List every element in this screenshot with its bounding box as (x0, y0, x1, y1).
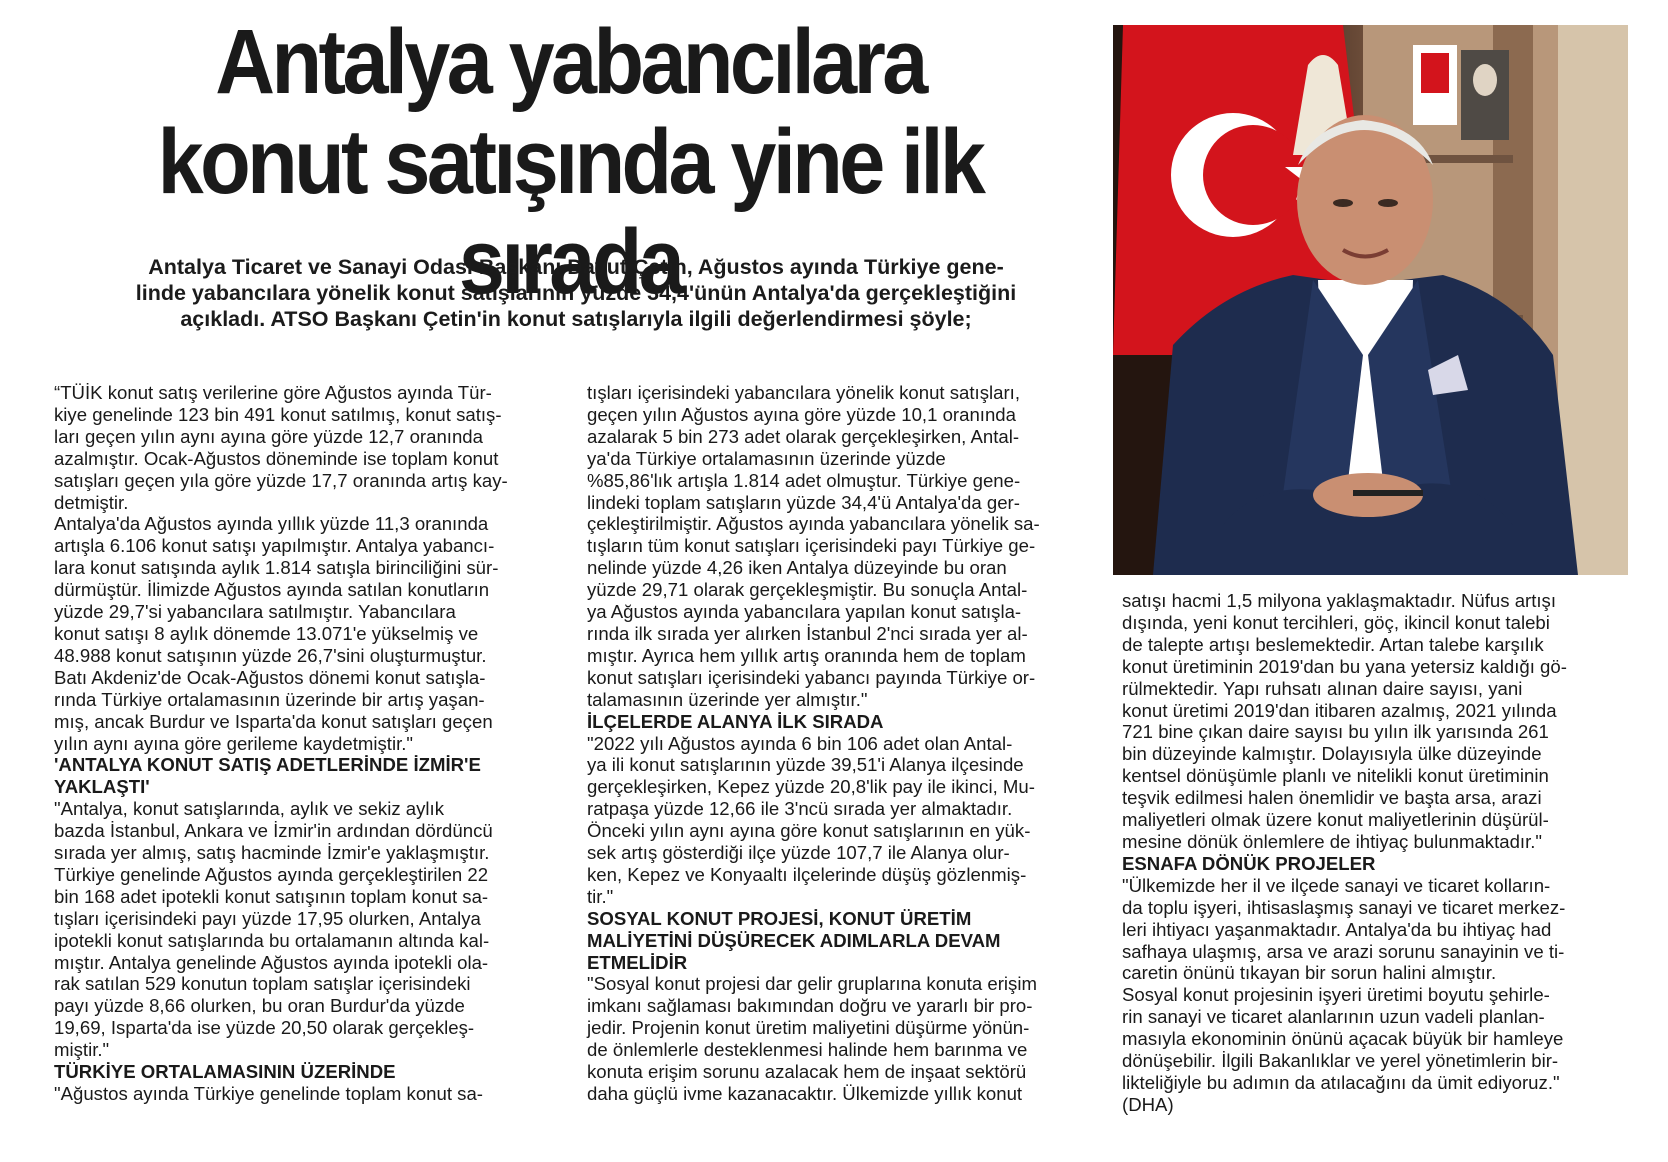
section-heading: TÜRKİYE ORTALAMASININ ÜZERİNDE (54, 1061, 396, 1083)
text-line: mesine dönük önlemlere de ihtiyaç bulunmaktadır." (1122, 830, 1543, 852)
text-line: maliyetleri olmak üzere konut maliyetlerinin düşürül- (1122, 809, 1549, 831)
text-line: ya'da Türkiye ortalamasının üzerinde yüzde (587, 447, 946, 469)
lead-paragraph (50, 254, 1102, 332)
text-line: azalarak 5 bin 273 adet olarak gerçekleşirken, Antal- (587, 425, 1020, 447)
text-line: bin düzeyinde kalmıştır. Dolayısıyla ülke düzeyinde (1122, 743, 1542, 765)
lead-line: Antalya Ticaret ve Sanayi Odası Başkanı Davut Çetin, Ağustos ayında Türkiye gene- (148, 255, 1004, 279)
text-line: bin 168 adet ipotekli konut satışının toplam konut sa- (54, 885, 489, 907)
text-line: de talepte artışı beslemektedir. Artan talebe karşılık (1122, 633, 1544, 655)
section-heading: ESNAFA DÖNÜK PROJELER (1122, 852, 1376, 874)
text-line: imkanı sağlaması bakımından doğru ve yararlı bir pro- (587, 995, 1033, 1017)
text-line: tışların tüm konut satışları içerisindeki payı Türkiye ge- (587, 535, 1036, 557)
text-line: nelinde yüzde 4,26 iken Antalya düzeyinde bu oran (587, 557, 1007, 579)
text-line: 48.988 konut satışının yüzde 26,7'sini oluşturmuştur. (54, 644, 487, 666)
text-line: daha güçlü ivme kazanacaktır. Ülkemizde yıllık konut (587, 1083, 1023, 1104)
lead-line: açıkladı. ATSO Başkanı Çetin'in konut satışlarıyla ilgili değerlendirmesi şöyle; (180, 307, 972, 331)
text-line: detmiştir. (54, 491, 129, 513)
text-line: gerçekleşirken, Kepez yüzde 20,8'lik pay ile ikinci, Mu- (587, 776, 1035, 798)
text-line: tışları içerisindeki yabancılara yönelik konut satışları, (587, 382, 1021, 403)
text-line: konut satışları içerisindeki yabancı payında Türkiye or- (587, 666, 1036, 688)
text-line: ya Ağustos ayında yabancılara yapılan konut satışla- (587, 601, 1022, 623)
article-column-3 (1122, 590, 1632, 1116)
text-line: rin sanayi ve ticaret alanlarının uzun vadeli planlan- (1122, 1006, 1545, 1028)
text-line: artışla 6.106 konut satışı yapılmıştır. Antalya yabancı- (54, 535, 495, 557)
text-line: yüzde 29,71 olarak gerçekleşmiştir. Bu sonuçla Antal- (587, 579, 1028, 601)
text-line: "Ülkemizde her il ve ilçede sanayi ve ticaret kolların- (1122, 874, 1551, 896)
text-line: ratpaşa yüzde 12,66 ile 3'ncü sırada yer almaktadır. (587, 798, 1013, 820)
section-heading: MALİYETİNİ DÜŞÜRECEK ADIMLARLA DEVAM (587, 929, 1001, 951)
text-line: "Sosyal konut projesi dar gelir gruplarına konuta erişim (587, 973, 1037, 995)
portrait-photo (1113, 25, 1628, 575)
text-line: rında ilk sırada yer alırken İstanbul 2'nci sırada yer al- (587, 622, 1028, 644)
text-line: mıştır. Antalya genelinde Ağustos ayında ipotekli ola- (54, 951, 489, 973)
text-line: rülmektedir. Yapı ruhsatı alınan daire sayısı, yani (1122, 677, 1523, 699)
section-heading: 'ANTALYA KONUT SATIŞ ADETLERİNDE İZMİR'E (54, 754, 481, 776)
text-line: 19,69, Isparta'da ise yüzde 20,50 olarak gerçekleş- (54, 1017, 475, 1039)
headline-line-1: Antalya yabancılara (215, 11, 925, 113)
text-line: tir." (587, 885, 614, 907)
text-line: tışları içerisindeki payı yüzde 17,95 olurken, Antalya (54, 907, 481, 929)
text-line: "Antalya, konut satışlarında, aylık ve sekiz aylık (54, 798, 445, 820)
text-line: satışları geçen yıla göre yüzde 17,7 oranında artış kay- (54, 469, 508, 491)
text-line: "2022 yılı Ağustos ayında 6 bin 106 adet olan Antal- (587, 732, 1013, 754)
text-line: çekleştirilmiştir. Ağustos ayında yabancılara yönelik sa- (587, 513, 1040, 535)
text-line: (DHA) (1122, 1093, 1174, 1115)
text-line: ları geçen yılın aynı ayına göre yüzde 12,7 oranında (54, 425, 483, 447)
text-line: bazda İstanbul, Ankara ve İzmir'in ardından dördüncü (54, 820, 493, 842)
text-line: de önlemlerle desteklenmesi halinde hem barınma ve (587, 1039, 1028, 1061)
section-heading: İLÇELERDE ALANYA İLK SIRADA (587, 710, 884, 732)
text-line: caretin önünü tıkayan bir sorun halini almıştır. (1122, 962, 1497, 984)
lead-line: linde yabancılara yönelik konut satışlarının yüzde 34,4'ünün Antalya'da gerçekleştiğini (135, 281, 1017, 305)
text-line: talamasının üzerinde yer almıştır." (587, 688, 868, 710)
text-line: masıyla ekonominin önünü açacak büyük bir hamleye (1122, 1028, 1564, 1050)
text-line: lara konut satışında aylık 1.814 satışla birinciliğini sür- (54, 557, 499, 579)
text-line: ipotekli konut satışlarında bu ortalamanın altında kal- (54, 929, 490, 951)
text-line: konuta erişim sorunu azalacak hem de inşaat sektörü (587, 1061, 1027, 1083)
text-line: safhaya ulaşmış, arsa ve arazi sorunu sanayinin ve ti- (1122, 940, 1565, 962)
text-line: jedir. Projenin konut üretim maliyetini düşürme yönün- (587, 1017, 1030, 1039)
text-line: Antalya'da Ağustos ayında yıllık yüzde 11,3 oranında (54, 513, 489, 535)
text-line: sırada yer almış, satış hacminde İzmir'e yaklaşmıştır. (54, 842, 490, 864)
text-line: Önceki yılın aynı ayına göre konut satışlarının en yük- (587, 820, 1031, 842)
text-line: 721 bine çıkan daire sayısı bu yılın ilk yarısında 261 (1122, 721, 1549, 743)
text-line: kiye genelinde 123 bin 491 konut satılmış, konut satış- (54, 403, 502, 425)
headline-line-2: konut satışında yine ilk sırada (157, 111, 983, 313)
section-heading: YAKLAŞTI' (54, 776, 150, 798)
portrait-photo-illustration (1113, 25, 1628, 575)
text-line: yılın aynı ayına göre gerileme kaydetmiştir." (54, 732, 414, 754)
text-line: satışı hacmi 1,5 milyona yaklaşmaktadır. Nüfus artışı (1122, 590, 1557, 611)
text-line: rak satılan 529 konutun toplam satışlar içerisindeki (54, 973, 471, 995)
text-line: da toplu işyeri, ihtisaslaşmış sanayi ve ticaret merkez- (1122, 896, 1566, 918)
text-line: konut üretimi 2019'dan itibaren azalmış, 2021 yılında (1122, 699, 1557, 721)
text-line: “TÜİK konut satış verilerine göre Ağustos ayında Tür- (54, 382, 492, 403)
text-line: "Ağustos ayında Türkiye genelinde toplam konut sa- (54, 1083, 483, 1104)
article-column-2 (587, 382, 1087, 1105)
text-line: geçen yılın Ağustos ayına göre yüzde 10,1 oranında (587, 403, 1016, 425)
text-line: ken, Kepez ve Konyaaltı ilçelerinde düşüş gözlenmiş- (587, 863, 1027, 885)
text-line: payı yüzde 8,66 olurken, bu oran Burdur'da yüzde (54, 995, 465, 1017)
text-line: Batı Akdeniz'de Ocak-Ağustos dönemi konut satışla- (54, 666, 486, 688)
text-line: konut üretiminin 2019'dan bu yana yetersiz kaldığı gö- (1122, 655, 1567, 677)
section-heading: SOSYAL KONUT PROJESİ, KONUT ÜRETİM (587, 907, 972, 929)
text-line: likteliğiyle bu adımın da atılacağını da ümit ediyoruz." (1122, 1071, 1560, 1093)
text-line: mıştır. Ayrıca hem yıllık artış oranında hem de toplam (587, 644, 1026, 666)
text-line: miştir." (54, 1039, 110, 1061)
section-heading: ETMELİDİR (587, 951, 688, 973)
text-line: sek artış gösterdiği ilçe yüzde 107,7 ile Alanya olur- (587, 842, 1010, 864)
text-line: dürmüştür. İlimizde Ağustos ayında satılan konutların (54, 579, 490, 601)
text-line: mış, ancak Burdur ve Isparta'da konut satışları geçen (54, 710, 493, 732)
text-line: konut satışı 8 aylık dönemde 13.071'e yükselmiş ve (54, 622, 479, 644)
text-line: rında Türkiye ortalamasının üzerinde bir artış yaşan- (54, 688, 485, 710)
text-line: lindeki toplam satışların yüzde 34,4'ü Antalya'da ger- (587, 491, 1020, 513)
text-line: azalmıştır. Ocak-Ağustos döneminde ise toplam konut (54, 447, 499, 469)
text-line: kentsel dönüşümle planlı ve nitelikli konut üretiminin (1122, 765, 1549, 787)
article-column-1 (54, 382, 554, 1105)
text-line: ya ili konut satışlarının yüzde 39,51'i Alanya ilçesinde (587, 754, 1024, 776)
text-line: leri ihtiyacı yaşanmaktadır. Antalya'da bu ihtiyaç had (1122, 918, 1552, 940)
text-line: yüzde 29,7'si yabancılara satılmıştır. Yabancılara (54, 601, 456, 623)
text-line: Türkiye genelinde Ağustos ayında gerçekleştirilen 22 (54, 863, 489, 885)
text-line: teşvik edilmesi halen önemlidir ve başta arsa, arazi (1122, 787, 1542, 809)
text-line: %85,86'lık artışla 1.814 adet olmuştur. Türkiye gene- (587, 469, 1021, 491)
text-line: dışında, yeni konut tercihleri, göç, ikincil konut talebi (1122, 611, 1550, 633)
text-line: Sosyal konut projesinin işyeri üretimi boyutu şehirle- (1122, 984, 1550, 1006)
text-line: dönüşebilir. İlgili Bakanlıklar ve yerel yönetimlerin bir- (1122, 1050, 1559, 1072)
